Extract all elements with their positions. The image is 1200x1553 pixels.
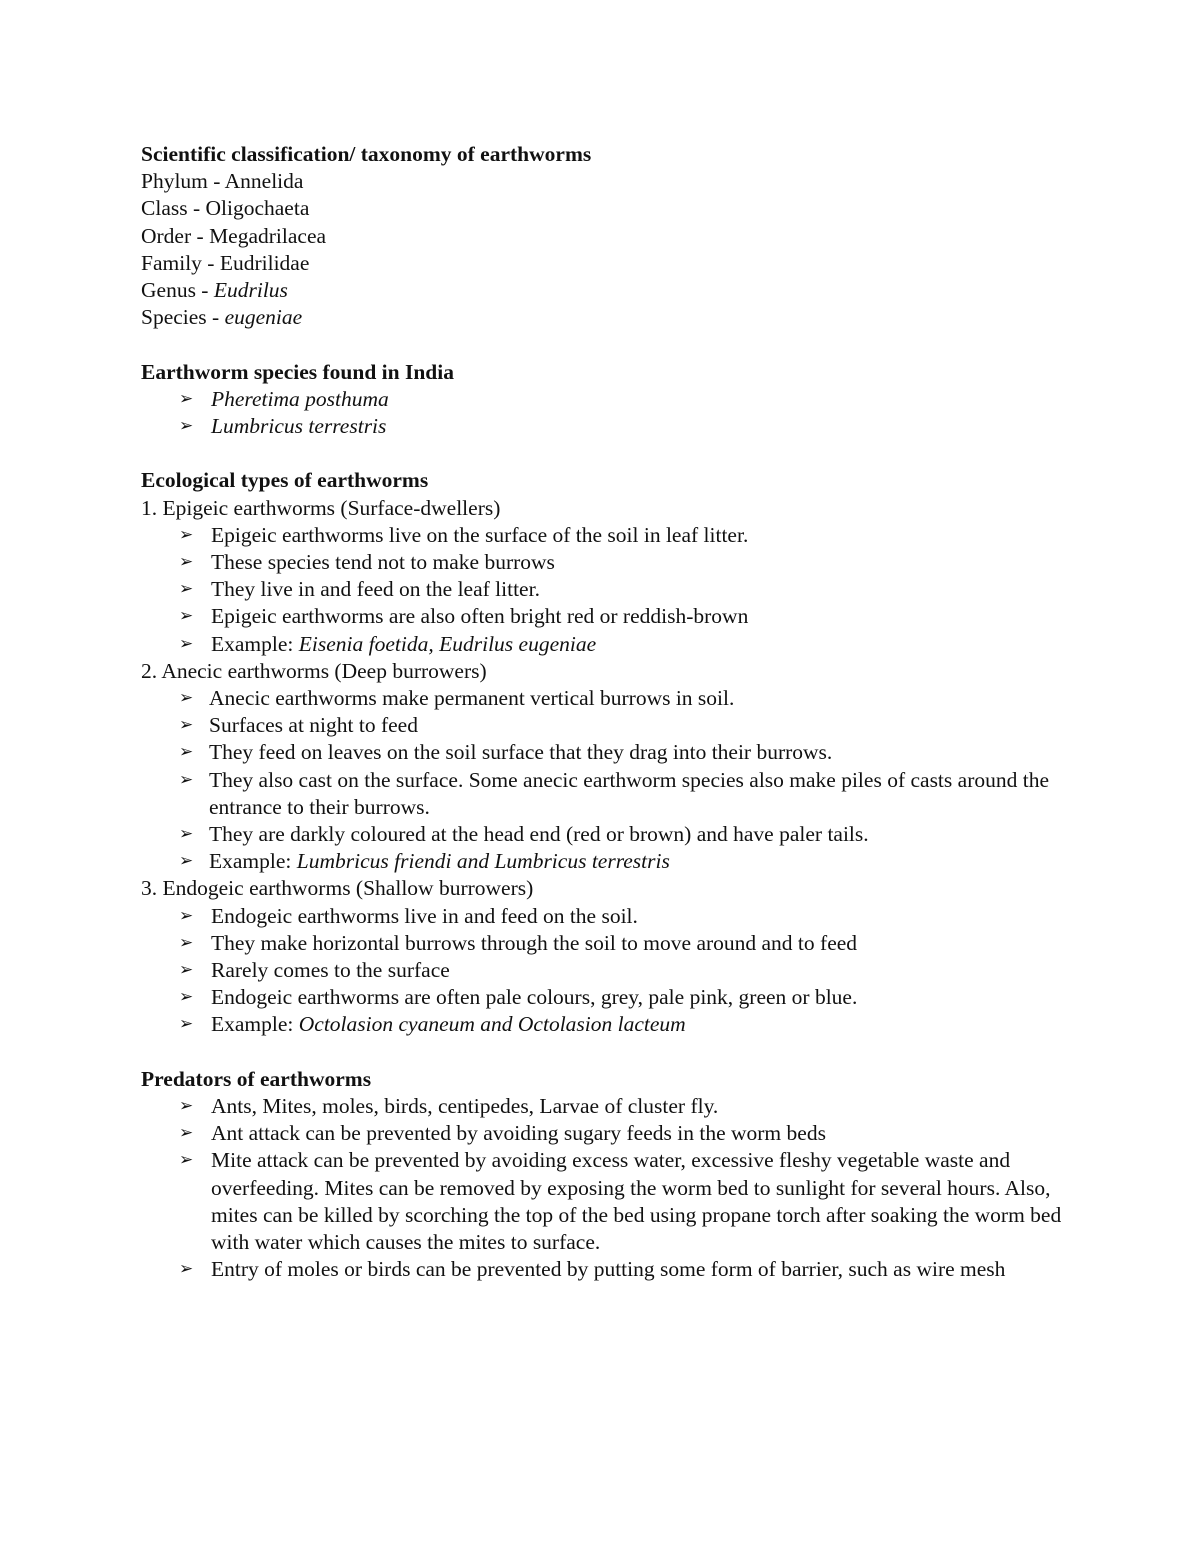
ecological-point	[141, 957, 1071, 984]
taxonomy-rank-label: Order -	[141, 223, 210, 248]
india-species-list	[141, 386, 1071, 440]
arrow-bullet-icon: ➢	[179, 1150, 194, 1171]
taxonomy-row	[141, 250, 1071, 277]
example-label: Example:	[209, 849, 297, 874]
arrow-bullet-icon: ➢	[179, 552, 194, 573]
ecological-type-title: 3. Endogeic earthworms (Shallow burrowers)	[141, 876, 534, 901]
ecological-types-section	[141, 467, 1071, 1038]
arrow-bullet-icon: ➢	[179, 905, 194, 926]
taxonomy-section	[141, 141, 1071, 331]
arrow-bullet-icon: ➢	[179, 960, 194, 981]
predator-item	[141, 1093, 1071, 1120]
arrow-bullet-icon: ➢	[179, 742, 194, 763]
ecological-point	[141, 984, 1071, 1011]
arrow-bullet-icon: ➢	[179, 1123, 194, 1144]
india-species-heading: Earthworm species found in India	[141, 359, 454, 384]
arrow-bullet-icon: ➢	[179, 579, 194, 600]
taxonomy-rank-value: Eudrilus	[213, 278, 288, 303]
list-item-text: They also cast on the surface. Some anecic earthworm species also make piles of casts around the entrance to their burrows.	[209, 767, 1049, 819]
list-item-text: They feed on leaves on the soil surface that they drag into their burrows.	[209, 740, 833, 765]
predator-item	[141, 1120, 1071, 1147]
predator-item	[141, 1147, 1071, 1256]
species-item	[141, 413, 1071, 440]
document-page	[141, 141, 1071, 1283]
ecological-type-title: 1. Epigeic earthworms (Surface-dwellers)	[141, 495, 501, 520]
ecological-point	[141, 576, 1071, 603]
example-item	[141, 848, 1071, 875]
arrow-bullet-icon: ➢	[179, 987, 194, 1008]
predator-item	[141, 1256, 1071, 1283]
list-item-text: Epigeic earthworms live on the surface of the soil in leaf litter.	[211, 522, 749, 547]
ecological-point	[141, 930, 1071, 957]
list-item-text: They are darkly coloured at the head end (red or brown) and have paler tails.	[209, 822, 869, 847]
predators-section	[141, 1066, 1071, 1284]
example-item	[141, 1011, 1071, 1038]
taxonomy-rank-label: Class -	[141, 196, 206, 221]
list-item-text: Endogeic earthworms live in and feed on the soil.	[211, 903, 638, 928]
arrow-bullet-icon: ➢	[179, 606, 194, 627]
list-item-text: They make horizontal burrows through the soil to move around and to feed	[211, 930, 858, 955]
example-item	[141, 631, 1071, 658]
arrow-bullet-icon: ➢	[179, 932, 194, 953]
list-item-text: Epigeic earthworms are also often bright red or reddish-brown	[211, 604, 749, 629]
ecological-point	[141, 603, 1071, 630]
arrow-bullet-icon: ➢	[179, 1096, 194, 1117]
ecological-point	[141, 739, 1071, 766]
ecological-point	[141, 767, 1071, 821]
arrow-bullet-icon: ➢	[179, 388, 194, 409]
taxonomy-rank-value: Megadrilacea	[209, 223, 327, 248]
ecological-point	[141, 821, 1071, 848]
arrow-bullet-icon: ➢	[179, 769, 194, 790]
ecological-type-title: 2. Anecic earthworms (Deep burrowers)	[141, 658, 487, 683]
taxonomy-rank-label: Genus -	[141, 278, 214, 303]
ecological-point	[141, 712, 1071, 739]
example-label: Example:	[211, 1012, 299, 1037]
arrow-bullet-icon: ➢	[179, 824, 194, 845]
taxonomy-rank-value: Eudrilidae	[219, 250, 310, 275]
list-item-text: Rarely comes to the surface	[211, 958, 450, 983]
list-item-text: These species tend not to make burrows	[211, 550, 555, 575]
ecological-point	[141, 549, 1071, 576]
list-item-text: Pheretima posthuma	[211, 386, 389, 411]
taxonomy-row	[141, 195, 1071, 222]
india-species-section	[141, 359, 1071, 441]
list-item-text: Endogeic earthworms are often pale colours, grey, pale pink, green or blue.	[211, 985, 858, 1010]
list-item-text: They live in and feed on the leaf litter.	[211, 577, 540, 602]
predators-list	[141, 1093, 1071, 1283]
taxonomy-row	[141, 277, 1071, 304]
taxonomy-row	[141, 223, 1071, 250]
taxonomy-rank-value: Annelida	[224, 169, 304, 194]
spacer	[141, 440, 1071, 467]
example-species: Eisenia foetida, Eudrilus eugeniae	[298, 631, 597, 656]
list-item-text: Lumbricus terrestris	[211, 414, 387, 439]
ecological-point	[141, 522, 1071, 549]
spacer	[141, 1039, 1071, 1066]
arrow-bullet-icon: ➢	[179, 416, 194, 437]
taxonomy-rank-label: Family -	[141, 250, 220, 275]
arrow-bullet-icon: ➢	[179, 524, 194, 545]
arrow-bullet-icon: ➢	[179, 1259, 194, 1280]
ecological-types-list	[141, 495, 1071, 1039]
arrow-bullet-icon: ➢	[179, 851, 194, 872]
taxonomy-rank-value: Oligochaeta	[205, 196, 310, 221]
species-item	[141, 386, 1071, 413]
taxonomy-heading: Scientific classification/ taxonomy of earthworms	[141, 142, 592, 166]
arrow-bullet-icon: ➢	[179, 1014, 194, 1035]
list-item-text: Anecic earthworms make permanent vertical burrows in soil.	[209, 686, 735, 711]
predators-heading: Predators of earthworms	[141, 1066, 372, 1091]
taxonomy-rank-value: eugeniae	[224, 305, 303, 330]
example-species: Lumbricus friendi and Lumbricus terrestris	[296, 849, 670, 874]
ecological-point	[141, 903, 1071, 930]
taxonomy-list	[141, 168, 1071, 331]
list-item-text: Ant attack can be prevented by avoiding sugary feeds in the worm beds	[211, 1121, 826, 1146]
example-label: Example:	[211, 631, 299, 656]
spacer	[141, 331, 1071, 358]
list-item-text: Entry of moles or birds can be prevented by putting some form of barrier, such as wire mesh	[211, 1257, 1006, 1282]
arrow-bullet-icon: ➢	[179, 688, 194, 709]
arrow-bullet-icon: ➢	[179, 715, 194, 736]
list-item-text: Mite attack can be prevented by avoiding excess water, excessive fleshy vegetable waste and overfeeding. Mites can be removed by exposing the worm bed to sunlight for several hours. Also, mites can be killed by scorching the top of the bed using propane torch after soaking the worm bed with water which causes the mites to surface.	[211, 1148, 1062, 1255]
taxonomy-row	[141, 304, 1071, 331]
ecological-types-heading: Ecological types of earthworms	[141, 468, 429, 493]
taxonomy-rank-label: Species -	[141, 305, 225, 330]
arrow-bullet-icon: ➢	[179, 633, 194, 654]
taxonomy-rank-label: Phylum -	[141, 169, 225, 194]
ecological-point	[141, 685, 1071, 712]
taxonomy-row	[141, 168, 1071, 195]
list-item-text: Ants, Mites, moles, birds, centipedes, Larvae of cluster fly.	[211, 1094, 719, 1119]
list-item-text: Surfaces at night to feed	[209, 713, 418, 738]
example-species: Octolasion cyaneum and Octolasion lacteum	[298, 1012, 686, 1037]
